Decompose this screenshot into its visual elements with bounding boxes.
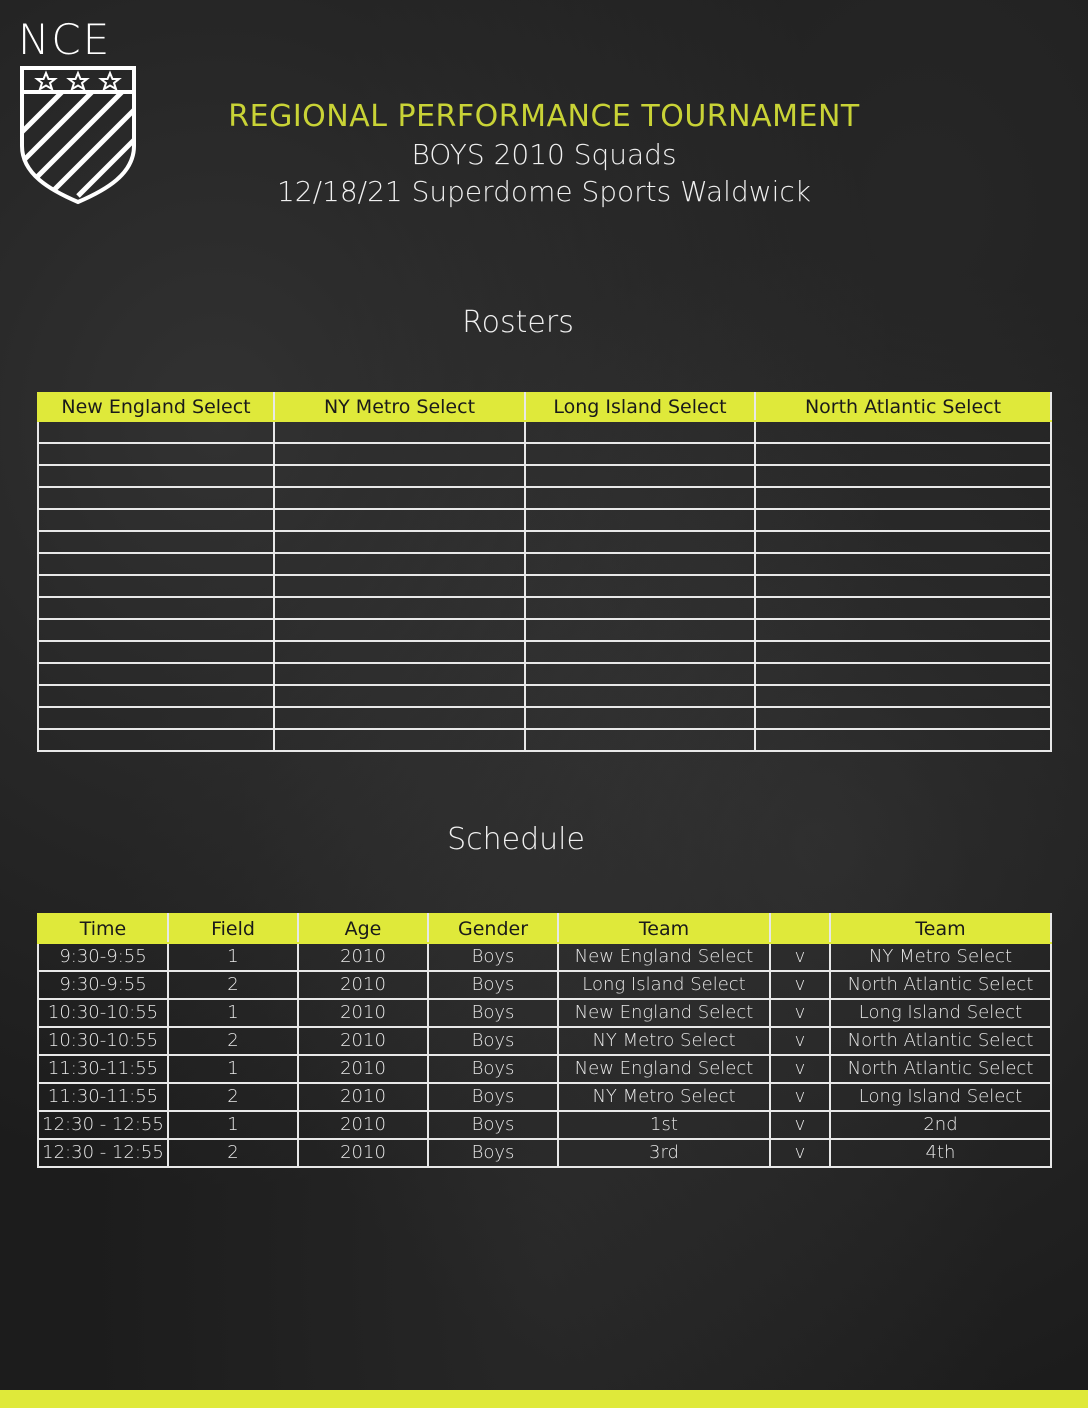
schedule-cell: v xyxy=(770,1111,830,1139)
schedule-cell: North Atlantic Select xyxy=(830,971,1051,999)
schedule-cell: 2010 xyxy=(298,999,428,1027)
roster-row xyxy=(38,663,1051,685)
roster-row xyxy=(38,729,1051,751)
schedule-header-row xyxy=(38,914,1051,943)
roster-cell xyxy=(525,553,755,575)
roster-cell xyxy=(274,729,525,751)
schedule-heading: Schedule xyxy=(447,822,585,857)
roster-cell xyxy=(755,553,1051,575)
roster-row xyxy=(38,509,1051,531)
schedule-cell: 2nd xyxy=(830,1111,1051,1139)
schedule-cell: 2010 xyxy=(298,1055,428,1083)
schedule-cell: 3rd xyxy=(558,1139,770,1167)
schedule-cell: 2 xyxy=(168,971,298,999)
roster-cell xyxy=(38,465,274,487)
roster-cell xyxy=(525,663,755,685)
event-date-location: 12/18/21 Superdome Sports Waldwick xyxy=(276,175,812,208)
schedule-cell: Boys xyxy=(428,1139,558,1167)
roster-cell xyxy=(274,487,525,509)
schedule-cell: Boys xyxy=(428,1083,558,1111)
schedule-cell: 12:30 - 12:55 xyxy=(38,1139,168,1167)
rosters-heading: Rosters xyxy=(462,305,574,340)
schedule-cell: v xyxy=(770,1027,830,1055)
schedule-cell: Boys xyxy=(428,1027,558,1055)
roster-cell xyxy=(38,619,274,641)
schedule-cell: 10:30-10:55 xyxy=(38,999,168,1027)
schedule-cell: New England Select xyxy=(558,999,770,1027)
schedule-cell: v xyxy=(770,971,830,999)
schedule-column-header: Age xyxy=(298,914,428,943)
roster-cell xyxy=(38,597,274,619)
roster-cell xyxy=(755,707,1051,729)
schedule-column-header: Team xyxy=(830,914,1051,943)
roster-row xyxy=(38,531,1051,553)
roster-cell xyxy=(38,531,274,553)
schedule-cell: Long Island Select xyxy=(830,1083,1051,1111)
roster-cell xyxy=(274,465,525,487)
schedule-cell: v xyxy=(770,999,830,1027)
rosters-header-row xyxy=(38,393,1051,421)
table-row xyxy=(38,971,1051,999)
roster-cell xyxy=(38,729,274,751)
schedule-cell: North Atlantic Select xyxy=(830,1055,1051,1083)
schedule-cell: 2 xyxy=(168,1027,298,1055)
roster-cell xyxy=(525,487,755,509)
schedule-cell: 1 xyxy=(168,1055,298,1083)
roster-cell xyxy=(525,707,755,729)
schedule-cell: Boys xyxy=(428,1111,558,1139)
roster-cell xyxy=(274,509,525,531)
schedule-column-header: Field xyxy=(168,914,298,943)
roster-cell xyxy=(755,531,1051,553)
roster-row xyxy=(38,465,1051,487)
schedule-table xyxy=(37,913,1052,1168)
schedule-cell: 2010 xyxy=(298,1139,428,1167)
roster-cell xyxy=(525,685,755,707)
schedule-cell: New England Select xyxy=(558,1055,770,1083)
schedule-cell: Boys xyxy=(428,943,558,971)
roster-row xyxy=(38,575,1051,597)
roster-cell xyxy=(274,641,525,663)
schedule-cell: New England Select xyxy=(558,943,770,971)
table-row xyxy=(38,1111,1051,1139)
roster-cell xyxy=(755,575,1051,597)
page-subtitle: BOYS 2010 Squads xyxy=(411,138,677,171)
roster-cell xyxy=(274,619,525,641)
roster-cell xyxy=(525,729,755,751)
schedule-column-header: Gender xyxy=(428,914,558,943)
roster-cell xyxy=(274,685,525,707)
roster-row xyxy=(38,641,1051,663)
roster-cell xyxy=(274,663,525,685)
roster-row xyxy=(38,487,1051,509)
roster-cell xyxy=(755,663,1051,685)
roster-cell xyxy=(525,641,755,663)
table-row xyxy=(38,1027,1051,1055)
roster-cell xyxy=(755,685,1051,707)
roster-cell xyxy=(274,553,525,575)
roster-cell xyxy=(525,531,755,553)
roster-column-header: North Atlantic Select xyxy=(755,393,1051,421)
schedule-cell: 10:30-10:55 xyxy=(38,1027,168,1055)
roster-column-header: NY Metro Select xyxy=(274,393,525,421)
roster-row xyxy=(38,597,1051,619)
schedule-cell: v xyxy=(770,1139,830,1167)
roster-cell xyxy=(755,465,1051,487)
table-row xyxy=(38,1055,1051,1083)
schedule-cell: v xyxy=(770,943,830,971)
schedule-cell: NY Metro Select xyxy=(558,1027,770,1055)
roster-cell xyxy=(525,465,755,487)
schedule-cell: Boys xyxy=(428,1055,558,1083)
roster-cell xyxy=(38,443,274,465)
schedule-cell: 12:30 - 12:55 xyxy=(38,1111,168,1139)
schedule-cell: 2010 xyxy=(298,1083,428,1111)
roster-cell xyxy=(525,597,755,619)
roster-row xyxy=(38,685,1051,707)
roster-cell xyxy=(274,443,525,465)
roster-cell xyxy=(755,421,1051,443)
schedule-cell: Long Island Select xyxy=(830,999,1051,1027)
schedule-cell: 9:30-9:55 xyxy=(38,943,168,971)
schedule-cell: 1st xyxy=(558,1111,770,1139)
roster-cell xyxy=(274,597,525,619)
schedule-cell: 2 xyxy=(168,1139,298,1167)
schedule-column-header: Team xyxy=(558,914,770,943)
table-row xyxy=(38,999,1051,1027)
roster-cell xyxy=(38,663,274,685)
roster-cell xyxy=(38,487,274,509)
table-row xyxy=(38,1083,1051,1111)
roster-cell xyxy=(274,421,525,443)
roster-row xyxy=(38,553,1051,575)
roster-cell xyxy=(755,619,1051,641)
schedule-cell: NY Metro Select xyxy=(558,1083,770,1111)
schedule-cell: 11:30-11:55 xyxy=(38,1055,168,1083)
schedule-cell: 1 xyxy=(168,943,298,971)
roster-cell xyxy=(38,421,274,443)
table-row xyxy=(38,943,1051,971)
roster-cell xyxy=(755,641,1051,663)
roster-row xyxy=(38,707,1051,729)
roster-cell xyxy=(38,707,274,729)
schedule-cell: 9:30-9:55 xyxy=(38,971,168,999)
roster-cell xyxy=(38,575,274,597)
rosters-table xyxy=(37,392,1052,752)
table-row xyxy=(38,1139,1051,1167)
roster-cell xyxy=(525,421,755,443)
roster-cell xyxy=(274,707,525,729)
schedule-cell: 1 xyxy=(168,999,298,1027)
header xyxy=(0,98,1088,210)
roster-cell xyxy=(525,575,755,597)
schedule-cell: v xyxy=(770,1083,830,1111)
roster-row xyxy=(38,421,1051,443)
schedule-cell: North Atlantic Select xyxy=(830,1027,1051,1055)
roster-cell xyxy=(38,509,274,531)
schedule-cell: NY Metro Select xyxy=(830,943,1051,971)
roster-cell xyxy=(274,531,525,553)
schedule-column-header xyxy=(770,914,830,943)
schedule-cell: Boys xyxy=(428,999,558,1027)
schedule-cell: 2010 xyxy=(298,971,428,999)
roster-column-header: New England Select xyxy=(38,393,274,421)
schedule-cell: 2010 xyxy=(298,943,428,971)
schedule-cell: 2010 xyxy=(298,1111,428,1139)
roster-column-header: Long Island Select xyxy=(525,393,755,421)
schedule-column-header: Time xyxy=(38,914,168,943)
roster-row xyxy=(38,619,1051,641)
roster-cell xyxy=(525,619,755,641)
schedule-cell: 11:30-11:55 xyxy=(38,1083,168,1111)
page-title: REGIONAL PERFORMANCE TOURNAMENT xyxy=(228,99,860,134)
roster-cell xyxy=(38,553,274,575)
schedule-cell: 2 xyxy=(168,1083,298,1111)
roster-row xyxy=(38,443,1051,465)
logo-text: NCE xyxy=(18,15,112,64)
footer-accent-bar xyxy=(0,1390,1088,1408)
schedule-cell: v xyxy=(770,1055,830,1083)
roster-cell xyxy=(38,641,274,663)
schedule-cell: 1 xyxy=(168,1111,298,1139)
roster-cell xyxy=(525,443,755,465)
schedule-body xyxy=(38,943,1051,1167)
roster-cell xyxy=(755,729,1051,751)
rosters-body xyxy=(38,421,1051,751)
roster-cell xyxy=(755,443,1051,465)
schedule-cell: 4th xyxy=(830,1139,1051,1167)
roster-cell xyxy=(755,509,1051,531)
roster-cell xyxy=(38,685,274,707)
schedule-cell: 2010 xyxy=(298,1027,428,1055)
roster-cell xyxy=(755,487,1051,509)
schedule-cell: Boys xyxy=(428,971,558,999)
roster-cell xyxy=(525,509,755,531)
roster-cell xyxy=(274,575,525,597)
schedule-cell: Long Island Select xyxy=(558,971,770,999)
roster-cell xyxy=(755,597,1051,619)
